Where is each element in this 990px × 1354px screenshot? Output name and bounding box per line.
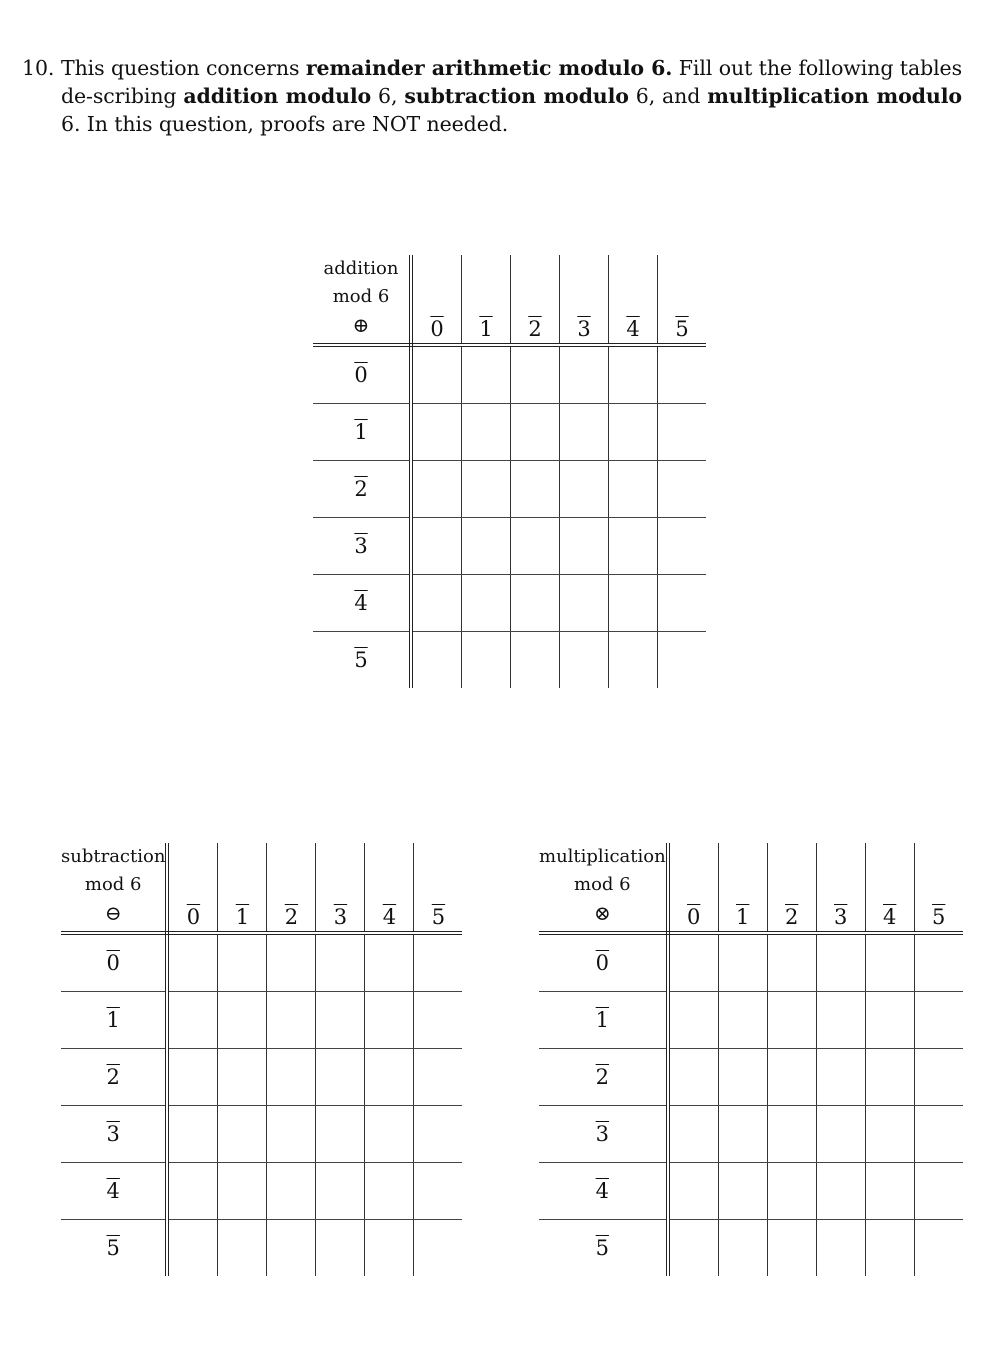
table-row — [61, 1220, 462, 1277]
answer-cell[interactable] — [414, 1106, 463, 1163]
subtraction-table — [61, 843, 462, 1276]
answer-cell[interactable] — [267, 1106, 316, 1163]
answer-cell[interactable] — [658, 518, 707, 575]
answer-cell[interactable] — [462, 461, 511, 518]
answer-cell[interactable] — [658, 404, 707, 461]
answer-cell[interactable] — [267, 992, 316, 1049]
residue-label: 2 — [284, 905, 299, 929]
column-header — [718, 843, 767, 933]
table-row — [539, 1106, 963, 1163]
question-part-bold: multiplication modulo — [707, 84, 962, 108]
column-header — [767, 843, 816, 933]
answer-cell[interactable] — [718, 992, 767, 1049]
answer-cell[interactable] — [218, 1049, 267, 1106]
answer-cell[interactable] — [668, 1106, 719, 1163]
table-row — [61, 1049, 462, 1106]
residue-label: 5 — [106, 1236, 120, 1260]
answer-cell[interactable] — [365, 1106, 414, 1163]
answer-cell[interactable] — [511, 404, 560, 461]
answer-cell[interactable] — [167, 1163, 218, 1220]
row-header — [61, 1106, 167, 1163]
answer-cell[interactable] — [816, 933, 865, 992]
answer-cell[interactable] — [865, 1163, 914, 1220]
table-row — [61, 1163, 462, 1220]
answer-cell[interactable] — [668, 1163, 719, 1220]
answer-cell[interactable] — [167, 933, 218, 992]
answer-cell[interactable] — [668, 933, 719, 992]
answer-cell[interactable] — [167, 1220, 218, 1277]
column-header — [511, 255, 560, 345]
answer-cell[interactable] — [816, 992, 865, 1049]
answer-cell[interactable] — [365, 1163, 414, 1220]
row-header — [61, 1049, 167, 1106]
residue-label: 5 — [354, 648, 368, 672]
answer-cell[interactable] — [609, 632, 658, 689]
residue-label: 0 — [106, 951, 120, 975]
table-row — [61, 1106, 462, 1163]
column-header — [658, 255, 707, 345]
answer-cell[interactable] — [411, 345, 462, 404]
table-title: addition — [323, 258, 399, 279]
column-header — [914, 843, 963, 933]
answer-cell[interactable] — [767, 1049, 816, 1106]
table-modulus: mod 6 — [574, 874, 631, 895]
column-header — [816, 843, 865, 933]
row-header — [539, 1163, 668, 1220]
answer-cell[interactable] — [914, 1049, 963, 1106]
answer-cell[interactable] — [267, 1220, 316, 1277]
row-header — [61, 1163, 167, 1220]
answer-cell[interactable] — [462, 345, 511, 404]
residue-label: 0 — [595, 951, 610, 975]
answer-cell[interactable] — [511, 461, 560, 518]
answer-cell[interactable] — [865, 933, 914, 992]
answer-cell[interactable] — [316, 933, 365, 992]
row-header — [61, 933, 167, 992]
answer-cell[interactable] — [816, 1049, 865, 1106]
residue-label: 2 — [354, 477, 368, 501]
answer-cell[interactable] — [316, 1220, 365, 1277]
column-header — [668, 843, 719, 933]
answer-cell[interactable] — [609, 518, 658, 575]
answer-cell[interactable] — [658, 345, 707, 404]
answer-cell[interactable] — [767, 933, 816, 992]
answer-cell[interactable] — [609, 461, 658, 518]
residue-label: 3 — [106, 1122, 120, 1146]
answer-cell[interactable] — [560, 518, 609, 575]
table-title: multiplication — [539, 846, 666, 867]
answer-cell[interactable] — [865, 1049, 914, 1106]
answer-cell[interactable] — [767, 1220, 816, 1277]
row-header — [539, 992, 668, 1049]
answer-cell[interactable] — [267, 1163, 316, 1220]
answer-cell[interactable] — [267, 1049, 316, 1106]
answer-cell[interactable] — [511, 345, 560, 404]
residue-label: 1 — [736, 905, 750, 929]
residue-label: 1 — [235, 905, 250, 929]
answer-cell[interactable] — [511, 518, 560, 575]
question-part-bold: addition modulo — [183, 84, 372, 108]
answer-cell[interactable] — [414, 1049, 463, 1106]
residue-label: 2 — [106, 1065, 120, 1089]
answer-cell[interactable] — [267, 933, 316, 992]
answer-cell[interactable] — [816, 1106, 865, 1163]
answer-cell[interactable] — [560, 461, 609, 518]
answer-cell[interactable] — [167, 1049, 218, 1106]
answer-cell[interactable] — [511, 632, 560, 689]
answer-cell[interactable] — [365, 1220, 414, 1277]
row-header — [539, 1049, 668, 1106]
column-header — [411, 255, 462, 345]
answer-cell[interactable] — [914, 1106, 963, 1163]
row-header — [313, 575, 411, 632]
addition-table — [313, 255, 706, 688]
table-row — [539, 992, 963, 1049]
table-modulus: mod 6 — [84, 874, 142, 895]
answer-cell[interactable] — [816, 1163, 865, 1220]
answer-cell[interactable] — [365, 1049, 414, 1106]
residue-label: 0 — [687, 905, 701, 929]
question-part: 6, and — [628, 84, 708, 108]
column-header — [462, 255, 511, 345]
answer-cell[interactable] — [462, 632, 511, 689]
answer-cell[interactable] — [865, 1106, 914, 1163]
answer-cell[interactable] — [316, 1106, 365, 1163]
question-part-bold: remainder arithmetic modulo 6. — [305, 56, 673, 80]
answer-cell[interactable] — [914, 1220, 963, 1277]
question-text — [61, 54, 962, 138]
table-row — [539, 933, 963, 992]
row-header — [61, 992, 167, 1049]
answer-cell[interactable] — [718, 1049, 767, 1106]
answer-cell[interactable] — [167, 992, 218, 1049]
residue-label: 4 — [106, 1179, 120, 1203]
column-header — [609, 255, 658, 345]
answer-cell[interactable] — [167, 1106, 218, 1163]
answer-cell[interactable] — [316, 1049, 365, 1106]
residue-label: 3 — [333, 905, 348, 929]
table-modulus: mod 6 — [332, 286, 390, 307]
table-row — [61, 933, 462, 992]
answer-cell[interactable] — [365, 933, 414, 992]
answer-cell[interactable] — [668, 992, 719, 1049]
answer-cell[interactable] — [668, 1049, 719, 1106]
question-10 — [22, 54, 962, 138]
answer-cell[interactable] — [767, 1163, 816, 1220]
answer-cell[interactable] — [816, 1220, 865, 1277]
row-header — [539, 1220, 668, 1277]
answer-cell[interactable] — [658, 575, 707, 632]
answer-cell[interactable] — [914, 933, 963, 992]
residue-label: 4 — [626, 317, 640, 341]
answer-cell[interactable] — [658, 632, 707, 689]
table-row — [539, 1220, 963, 1277]
answer-cell[interactable] — [462, 575, 511, 632]
row-header — [313, 461, 411, 518]
column-header — [316, 843, 365, 933]
answer-cell[interactable] — [414, 933, 463, 992]
answer-cell[interactable] — [609, 345, 658, 404]
answer-cell[interactable] — [865, 992, 914, 1049]
column-header — [414, 843, 463, 933]
row-header — [313, 632, 411, 689]
answer-cell[interactable] — [462, 404, 511, 461]
residue-label: 5 — [595, 1236, 610, 1260]
residue-label: 5 — [431, 905, 446, 929]
answer-cell[interactable] — [411, 518, 462, 575]
residue-label: 5 — [675, 317, 689, 341]
answer-cell[interactable] — [462, 518, 511, 575]
answer-cell[interactable] — [316, 1163, 365, 1220]
row-header — [313, 404, 411, 461]
residue-label: 4 — [595, 1179, 610, 1203]
table-row — [313, 404, 706, 461]
residue-label: 4 — [382, 905, 397, 929]
answer-cell[interactable] — [218, 992, 267, 1049]
column-header — [865, 843, 914, 933]
question-part: Fill out the following tables de-scribing — [61, 56, 963, 108]
answer-cell[interactable] — [767, 992, 816, 1049]
row-header — [539, 1106, 668, 1163]
answer-cell[interactable] — [365, 992, 414, 1049]
answer-cell[interactable] — [865, 1220, 914, 1277]
residue-label: 5 — [932, 905, 946, 929]
row-header — [313, 518, 411, 575]
table-row — [313, 632, 706, 689]
answer-cell[interactable] — [218, 933, 267, 992]
answer-cell[interactable] — [668, 1220, 719, 1277]
answer-cell[interactable] — [218, 1163, 267, 1220]
answer-cell[interactable] — [718, 1163, 767, 1220]
subtraction-table-label — [61, 843, 167, 933]
residue-label: 0 — [354, 363, 368, 387]
question-part-bold: subtraction modulo — [404, 84, 629, 108]
question-part: 6, — [371, 84, 405, 108]
residue-label: 1 — [479, 317, 493, 341]
residue-label: 0 — [186, 905, 201, 929]
residue-label: 1 — [595, 1008, 610, 1032]
answer-cell[interactable] — [511, 575, 560, 632]
table-row — [539, 1049, 963, 1106]
table-row — [313, 518, 706, 575]
residue-label: 1 — [354, 420, 368, 444]
column-header — [218, 843, 267, 933]
table-row — [313, 575, 706, 632]
answer-cell[interactable] — [316, 992, 365, 1049]
residue-label: 1 — [106, 1008, 120, 1032]
residue-label: 2 — [785, 905, 799, 929]
answer-cell[interactable] — [414, 1163, 463, 1220]
operator-symbol: ⊗ — [593, 901, 611, 925]
answer-cell[interactable] — [411, 632, 462, 689]
table-row — [61, 992, 462, 1049]
column-header — [267, 843, 316, 933]
addition-table-label — [313, 255, 411, 345]
residue-label: 3 — [354, 534, 368, 558]
question-part: This question concerns — [61, 56, 306, 80]
answer-cell[interactable] — [718, 1220, 767, 1277]
residue-label: 0 — [430, 317, 444, 341]
question-number: 10. — [22, 56, 55, 80]
answer-cell[interactable] — [914, 1163, 963, 1220]
answer-cell[interactable] — [560, 575, 609, 632]
answer-cell[interactable] — [767, 1106, 816, 1163]
residue-label: 3 — [834, 905, 848, 929]
row-header — [61, 1220, 167, 1277]
residue-label: 3 — [577, 317, 591, 341]
answer-cell[interactable] — [411, 461, 462, 518]
answer-cell[interactable] — [411, 575, 462, 632]
answer-cell[interactable] — [609, 575, 658, 632]
answer-cell[interactable] — [560, 345, 609, 404]
multiplication-table-label — [539, 843, 668, 933]
multiplication-table — [539, 843, 963, 1276]
answer-cell[interactable] — [658, 461, 707, 518]
residue-label: 2 — [528, 317, 542, 341]
row-header — [313, 345, 411, 404]
answer-cell[interactable] — [218, 1220, 267, 1277]
answer-cell[interactable] — [914, 992, 963, 1049]
column-header — [560, 255, 609, 345]
answer-cell[interactable] — [609, 404, 658, 461]
table-row — [539, 1163, 963, 1220]
column-header — [365, 843, 414, 933]
answer-cell[interactable] — [411, 404, 462, 461]
residue-label: 3 — [595, 1122, 610, 1146]
question-part: 6. In this question, proofs are NOT needed. — [61, 112, 509, 136]
column-header — [167, 843, 218, 933]
table-row — [313, 345, 706, 404]
table-row — [313, 461, 706, 518]
table-title: subtraction — [61, 846, 166, 867]
answer-cell[interactable] — [718, 1106, 767, 1163]
answer-cell[interactable] — [414, 992, 463, 1049]
operator-symbol: ⊕ — [352, 313, 370, 337]
answer-cell[interactable] — [718, 933, 767, 992]
answer-cell[interactable] — [560, 404, 609, 461]
answer-cell[interactable] — [560, 632, 609, 689]
answer-cell[interactable] — [414, 1220, 463, 1277]
row-header — [539, 933, 668, 992]
operator-symbol: ⊖ — [104, 901, 122, 925]
residue-label: 4 — [354, 591, 368, 615]
residue-label: 2 — [595, 1065, 610, 1089]
answer-cell[interactable] — [218, 1106, 267, 1163]
residue-label: 4 — [883, 905, 897, 929]
